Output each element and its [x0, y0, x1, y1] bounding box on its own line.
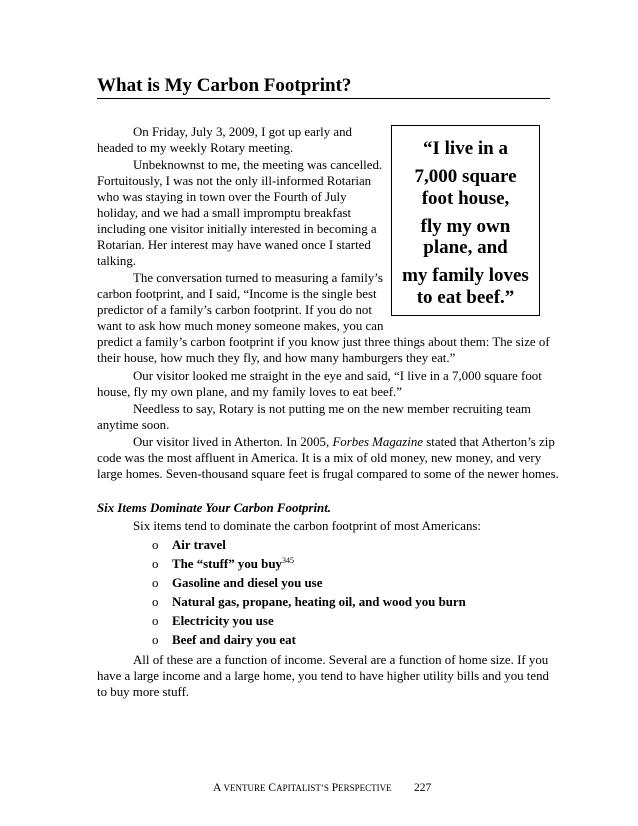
pull-quote-line: my family loves	[402, 265, 529, 286]
body-text-line: predict a family’s carbon footprint if you know just three things about them: The size of	[97, 335, 550, 349]
body-text-line: want to ask how much money someone makes, you can	[97, 319, 384, 333]
body-text-line: including one visitor initially interested in becoming a	[97, 222, 377, 236]
body-text-line: Needless to say, Rotary is not putting me on the new member recruiting team	[133, 402, 531, 416]
atherton-text: Our visitor lived in Atherton. In 2005,	[133, 435, 333, 449]
body-text-line: carbon footprint, and I said, “Income is the single best	[97, 287, 377, 301]
list-item-text: The “stuff” you buy	[172, 557, 282, 571]
pull-quote-line: fly my own	[420, 216, 511, 237]
list-item-text: Electricity you use	[172, 614, 274, 628]
body-text-line: All of these are a function of income. Several are a function of home size. If you	[133, 653, 549, 667]
pull-quote-line: 7,000 square	[414, 166, 517, 187]
body-text-line: anytime soon.	[97, 418, 170, 432]
pull-quote-line: plane, and	[423, 237, 508, 258]
bullet-icon: o	[152, 576, 159, 590]
bullet-icon: o	[152, 633, 159, 647]
body-text-line: The conversation turned to measuring a family’s	[133, 271, 383, 285]
list-item	[172, 537, 226, 553]
list-item-text: Air travel	[172, 538, 226, 552]
list-item-text: Natural gas, propane, heating oil, and wood you burn	[172, 595, 466, 609]
body-text-line: On Friday, July 3, 2009, I got up early and	[133, 125, 352, 139]
bullet-icon: o	[152, 614, 159, 628]
list-item	[172, 613, 274, 629]
body-text-line	[133, 434, 555, 450]
footnote-ref: 345	[281, 556, 294, 565]
magazine-title: Forbes Magazine	[332, 435, 424, 449]
bullet-icon: o	[152, 557, 159, 571]
list-item	[172, 632, 296, 648]
body-text-line: headed to my weekly Rotary meeting.	[97, 141, 294, 155]
body-text-line: house, fly my own plane, and my family loves to eat beef.”	[97, 385, 402, 399]
bullet-icon: o	[152, 595, 159, 609]
pull-quote-line: foot house,	[421, 188, 510, 209]
section-subheading: Six Items Dominate Your Carbon Footprint.	[97, 501, 332, 515]
body-text-line: Our visitor looked me straight in the eye and said, “I live in a 7,000 square foot	[133, 369, 542, 383]
body-text-line: have a large income and a large home, you tend to have higher utility bills and you tend	[97, 669, 550, 683]
atherton-text: stated that Atherton’s zip	[423, 435, 555, 449]
list-item-text: Gasoline and diesel you use	[172, 576, 323, 590]
body-text-line: large homes. Seven-thousand square feet is frugal compared to some of the newer homes.	[97, 467, 559, 481]
list-item	[172, 575, 322, 591]
list-item-text: Beef and dairy you eat	[172, 633, 296, 647]
bullet-icon: o	[152, 538, 159, 552]
page-number: 227	[414, 782, 432, 794]
body-text-line: Fortuitously, I was not the only ill-informed Rotarian	[97, 174, 372, 188]
pull-quote-box	[391, 125, 540, 316]
body-text-line: talking.	[97, 254, 137, 268]
pull-quote-line: “I live in a	[423, 138, 508, 159]
body-text-line: who was staying in town over the Fourth of July	[97, 190, 347, 204]
body-text-line: code was the most affluent in America. It is a mix of old money, new money, and very	[97, 451, 542, 465]
body-text-line: holiday, and we had a small impromptu breakfast	[97, 206, 352, 220]
page-title: What is My Carbon Footprint?	[97, 76, 550, 99]
list-item	[172, 594, 466, 610]
body-text-line: Rotarian. Her interest may have waned once I started	[97, 238, 371, 252]
body-text-line: predictor of a family’s carbon footprint. If you do not	[97, 303, 372, 317]
list-intro: Six items tend to dominate the carbon footprint of most Americans:	[133, 519, 481, 533]
running-footer: A VENTURE CAPITALIST’S PERSPECTIVE	[213, 782, 392, 794]
body-text-line: to buy more stuff.	[97, 685, 190, 699]
body-text-line: Unbeknownst to me, the meeting was cancelled.	[133, 158, 383, 172]
list-item	[172, 556, 294, 572]
body-text-line: their house, how much they fly, and how many hamburgers they eat.”	[97, 351, 456, 365]
pull-quote-line: to eat beef.”	[416, 287, 515, 308]
